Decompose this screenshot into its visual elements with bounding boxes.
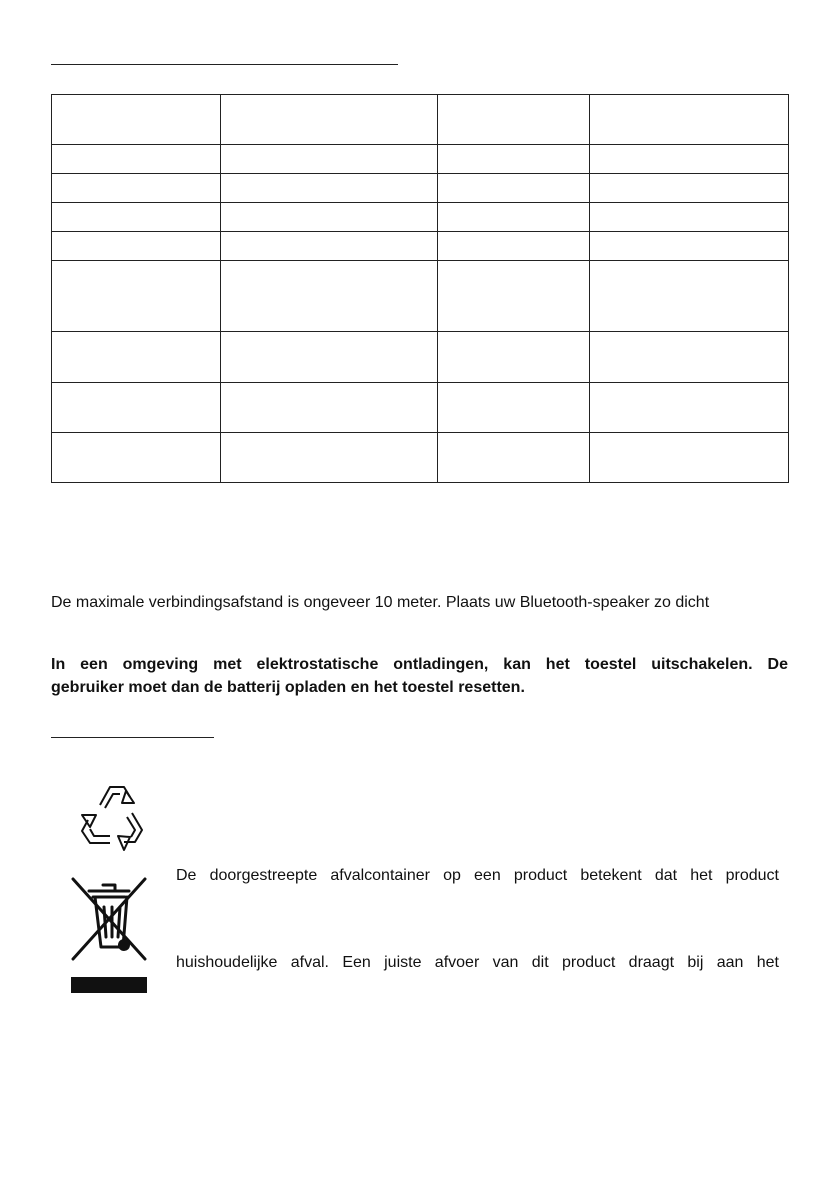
specifications-heading-rule <box>51 64 398 65</box>
table-cell <box>438 95 590 145</box>
table-cell <box>221 383 438 433</box>
recycle-icon <box>72 775 152 855</box>
table-row <box>52 174 789 203</box>
table-cell <box>590 433 789 483</box>
table-cell <box>221 145 438 174</box>
table-cell <box>590 332 789 383</box>
table-cell <box>438 203 590 232</box>
recycling-heading-rule <box>51 737 214 738</box>
table-cell <box>438 174 590 203</box>
table-cell <box>438 145 590 174</box>
table-cell <box>438 261 590 332</box>
weee-text-line-1: De doorgestreepte afvalcontainer op een product betekent dat het product <box>176 867 779 884</box>
table-cell <box>52 383 221 433</box>
table-cell <box>221 232 438 261</box>
table-cell <box>52 203 221 232</box>
table-cell <box>438 433 590 483</box>
table-cell <box>221 203 438 232</box>
esd-warning-line-2: gebruiker moet dan de batterij opladen en het toestel resetten. <box>51 679 525 696</box>
table-cell <box>438 332 590 383</box>
table-row <box>52 95 789 145</box>
connection-distance-text: De maximale verbindingsafstand is ongeveer 10 meter. Plaats uw Bluetooth-speaker zo dicht <box>51 594 710 611</box>
weee-text-line-2: huishoudelijke afval. Een juiste afvoer van dit product draagt bij aan het <box>176 954 779 971</box>
table-row <box>52 232 789 261</box>
table-cell <box>52 174 221 203</box>
table-row <box>52 332 789 383</box>
table-cell <box>52 332 221 383</box>
table-cell <box>438 232 590 261</box>
table-cell <box>221 261 438 332</box>
table-cell <box>590 95 789 145</box>
table-cell <box>438 383 590 433</box>
table-cell <box>590 145 789 174</box>
table-cell <box>52 145 221 174</box>
table-cell <box>221 95 438 145</box>
esd-warning-line-1: In een omgeving met elektrostatische ontladingen, kan het toestel uitschakelen. De <box>51 656 788 673</box>
table-row <box>52 433 789 483</box>
table-cell <box>52 261 221 332</box>
table-cell <box>590 203 789 232</box>
table-cell <box>221 433 438 483</box>
table-row <box>52 203 789 232</box>
table-cell <box>52 433 221 483</box>
table-cell <box>590 232 789 261</box>
table-cell <box>221 174 438 203</box>
table-cell <box>590 383 789 433</box>
table-cell <box>590 261 789 332</box>
table-cell <box>52 95 221 145</box>
crossed-out-wheelie-bin-icon <box>69 875 149 995</box>
table-row <box>52 261 789 332</box>
table-cell <box>590 174 789 203</box>
table-row <box>52 383 789 433</box>
table-cell <box>221 332 438 383</box>
table-cell <box>52 232 221 261</box>
specifications-table <box>51 94 789 483</box>
table-row <box>52 145 789 174</box>
